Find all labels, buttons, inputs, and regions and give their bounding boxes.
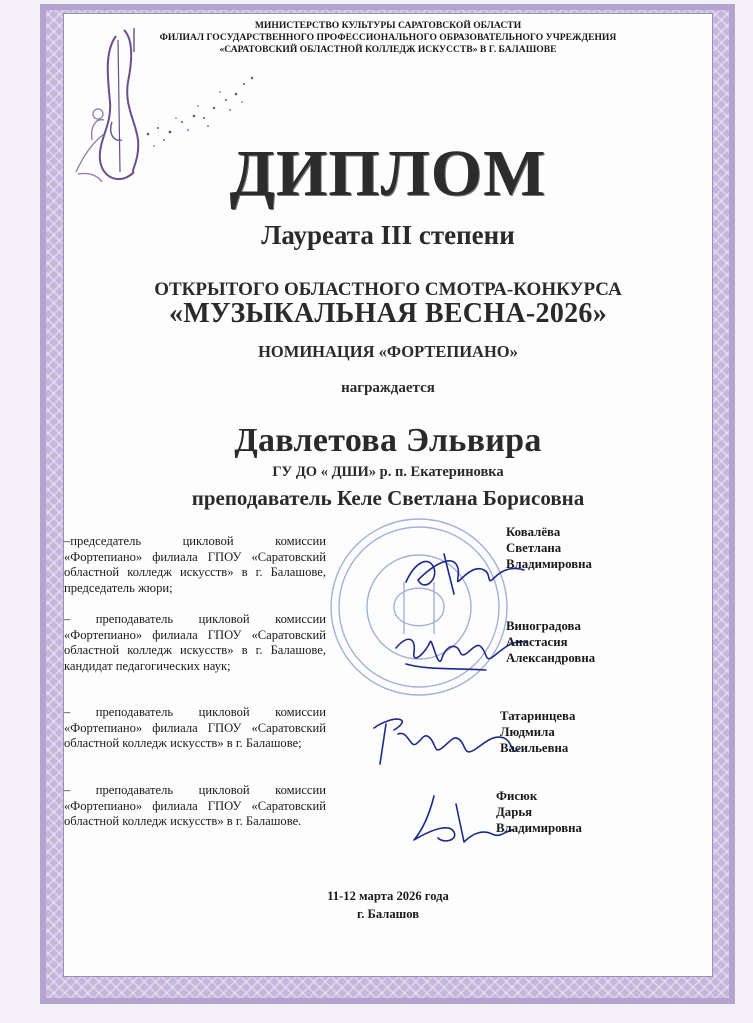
diploma-title: ДИПЛОМ [229,137,547,210]
recipient-teacher: преподаватель Келе Светлана Борисовна [191,486,585,510]
jury-name-3-first: Людмила [500,725,555,740]
jury-name-1-patronymic: Владимировна [506,557,592,572]
jury-name-3-patronymic: Васильевна [500,741,569,756]
jury-name-2 [506,618,595,667]
jury-name-3 [500,708,575,757]
recipient-name: Давлетова Эльвира [234,422,542,459]
jury-name-2-patronymic: Александровна [506,651,596,666]
jury-name-2-surname: Виноградова [506,619,581,633]
jury-name-4-patronymic: Владимировна [496,821,582,836]
jury-name-1-first: Светлана [506,541,562,556]
jury-role-4: – преподаватель цикловой комиссии «Фортепиано» филиала ГПОУ «Саратовский областной колледж искусств» в г. Балашове. [64,783,326,829]
jury-name-2-first: Анастасия [506,635,568,650]
contest-name: «МУЗЫКАЛЬНАЯ ВЕСНА-2026» [168,298,608,329]
contest-subtitle: ОТКРЫТОГО ОБЛАСТНОГО СМОТРА-КОНКУРСА [154,279,622,300]
header-ministry: МИНИСТЕРСТВО КУЛЬТУРЫ САРАТОВСКОЙ ОБЛАСТИ [254,20,522,31]
nomination: НОМИНАЦИЯ «ФОРТЕПИАНО» [258,342,518,361]
jury-name-4-first: Дарья [496,805,533,820]
header-college: «САРАТОВСКИЙ ОБЛАСТНОЙ КОЛЛЕДЖ ИСКУССТВ» В Г. БАЛАШОВЕ [219,44,557,55]
award-date: 11-12 марта 2026 года [327,889,449,903]
jury-name-1 [506,524,592,573]
jury-role-1: –председатель цикловой комиссии «Фортепиано» филиала ГПОУ «Саратовский областной колледж искусств» в г. Балашове, председатель жюри; [64,534,326,595]
jury-name-3-surname: Татаринцева [500,709,576,723]
award-city: г. Балашов [356,907,420,921]
jury-name-1-surname: Ковалёва [506,525,561,539]
jury-role-3: – преподаватель цикловой комиссии «Фортепиано» филиала ГПОУ «Саратовский областной колледж искусств» в г. Балашове; [64,705,326,751]
jury-name-4 [496,788,582,837]
jury-name-4-surname: Фисюк [496,789,538,803]
header-branch: ФИЛИАЛ ГОСУДАРСТВЕННОГО ПРОФЕССИОНАЛЬНОГО ОБРАЗОВАТЕЛЬНОГО УЧРЕЖДЕНИЯ [159,32,617,43]
jury-role-2: – преподаватель цикловой комиссии «Фортепиано» филиала ГПОУ «Саратовский областной колледж искусств» в г. Балашове, кандидат педагогических наук; [64,612,326,673]
diploma-paper [64,14,712,976]
awarded-label: награждается [341,380,435,396]
recipient-school: ГУ ДО « ДШИ» р. п. Екатериновка [272,464,504,480]
diploma-degree: Лауреата III степени [261,220,515,250]
